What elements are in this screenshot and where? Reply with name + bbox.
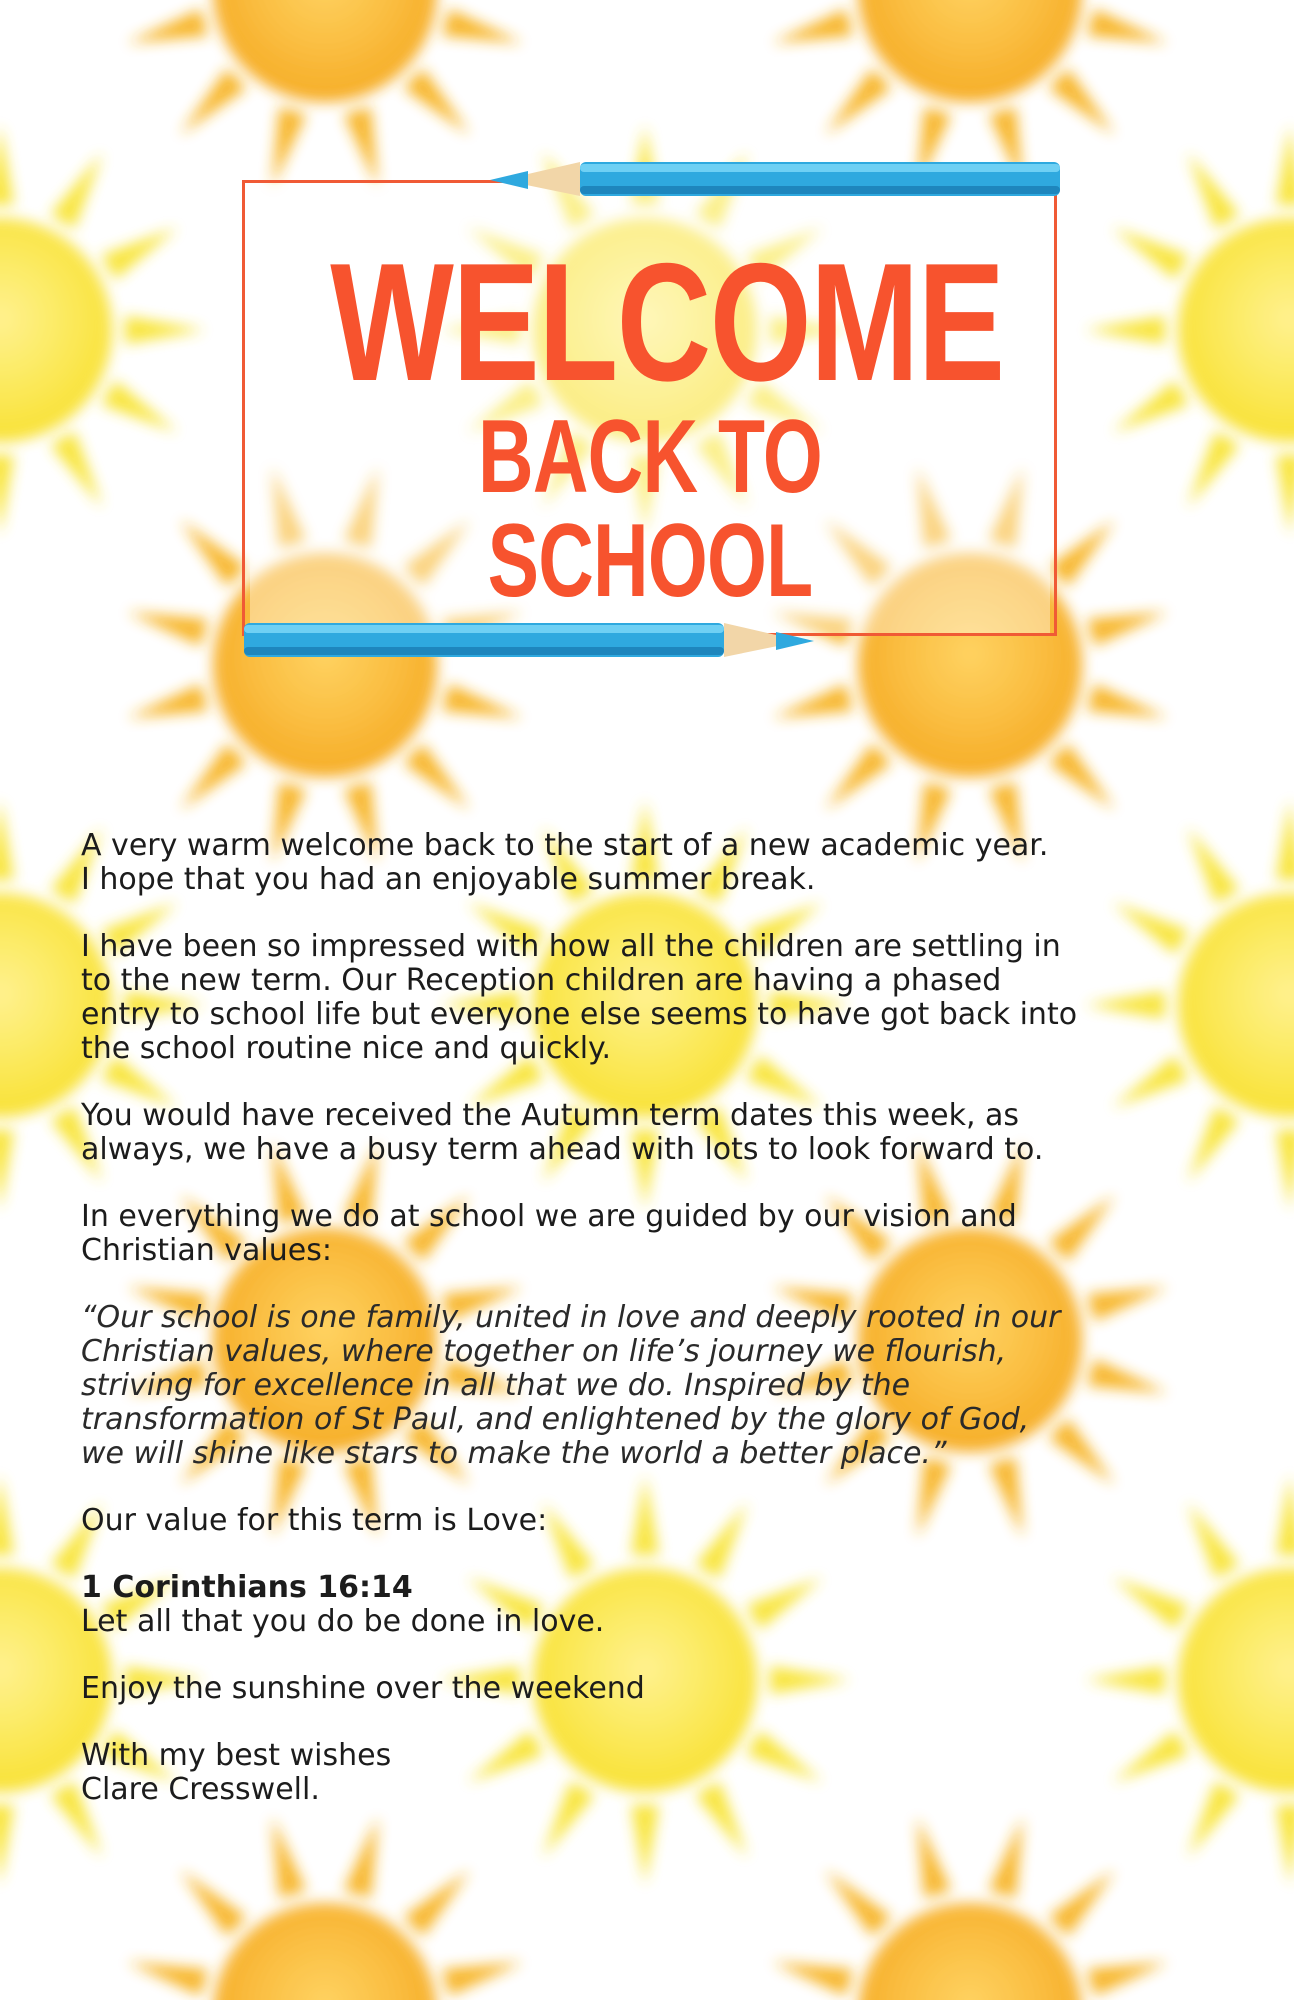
paragraph-welcome: A very warm welcome back to the start of a new academic year. I hope that you had an enjoyable summer break. bbox=[81, 828, 1049, 897]
pencil-bottom-icon bbox=[234, 619, 816, 661]
paragraph-term-dates: You would have received the Autumn term dates this week, as always, we have a busy term ahead with lots to look forward to. bbox=[81, 1098, 1044, 1167]
poster-title: WELCOME bbox=[330, 228, 1004, 416]
signature: Clare Cresswell. bbox=[81, 1772, 320, 1807]
poster-subtitle: BACK TO SCHOOL bbox=[477, 399, 822, 619]
paragraph-value: Our value for this term is Love: bbox=[81, 1503, 548, 1538]
signoff-line: With my best wishes bbox=[81, 1738, 392, 1773]
vision-quote: “Our school is one family, united in love and deeply rooted in our Christian values, where together on life’s journey we flourish, striving for excellence in all that we do. Inspired by the transformation of St Paul, and enlightened by the glory of God, we will shine like stars to make the world a better place.” bbox=[81, 1300, 1061, 1471]
paragraph-vision-intro: In everything we do at school we are guided by our vision and Christian values: bbox=[81, 1199, 1017, 1268]
verse-reference: 1 Corinthians 16:14 bbox=[81, 1570, 413, 1605]
verse-text: Let all that you do be done in love. bbox=[81, 1604, 605, 1639]
pencil-top-icon bbox=[488, 158, 1070, 200]
bible-verse bbox=[81, 1571, 1261, 1639]
letter-body bbox=[81, 829, 1261, 1840]
signoff bbox=[81, 1739, 1261, 1807]
paragraph-settling: I have been so impressed with how all the children are settling in to the new term. Our Reception children are having a phased entry to school life but everyone else seems to have got back into the school routine nice and quickly. bbox=[81, 929, 1078, 1066]
paragraph-closing: Enjoy the sunshine over the weekend bbox=[81, 1671, 645, 1706]
